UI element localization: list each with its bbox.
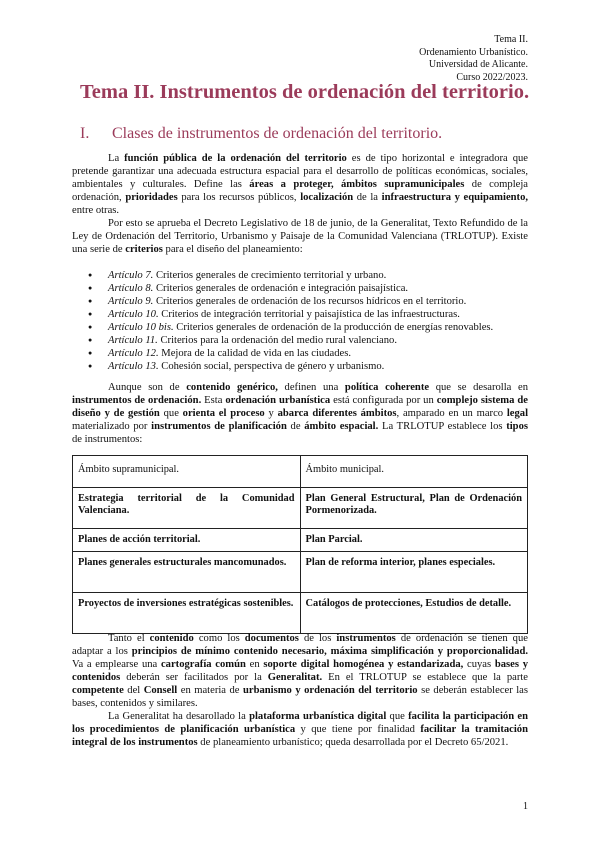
page-number: 1 [523, 801, 528, 812]
bold-term: localización [300, 192, 354, 203]
bold-term: urbanismo y ordenación del territorio [242, 685, 418, 696]
article-ref: Artículo 12. [108, 348, 159, 359]
bold-term: soporte digital homogénea y estandarizada, [263, 659, 464, 670]
text-run: materializado por [72, 421, 152, 432]
bold-term: contenido genérico, [186, 382, 278, 393]
section-label: Clases de instrumentos de ordenación del territorio. [112, 125, 443, 142]
bold-term: orienta el proceso [182, 408, 265, 419]
bold-term: plataforma urbanística digital [249, 711, 387, 722]
bold-term: competente [72, 685, 124, 696]
bold-term: facilitar la tramitación integral de los instrumentos [72, 724, 528, 748]
paragraph [72, 217, 528, 256]
bold-term: ordenación urbanística [225, 395, 331, 406]
bold-term: Generalitat. [267, 672, 323, 683]
bold-term: cartografía común [160, 659, 246, 670]
bold-term: infraestructura y equipamiento, [381, 192, 529, 203]
list-item [72, 321, 528, 334]
text-run: de [286, 421, 305, 432]
bold-term: política coherente [344, 382, 430, 393]
table-row [73, 487, 528, 528]
bold-term: criterios [125, 244, 163, 255]
text-run: como los [193, 633, 245, 644]
table-row [73, 528, 528, 552]
article-ref: Artículo 11. [108, 335, 158, 346]
bold-term: facilita la participación en los procedimientos de planificación urbanística [72, 711, 528, 735]
criteria-list [72, 269, 528, 373]
list-item [72, 282, 528, 295]
list-item [72, 269, 528, 282]
bold-term: complejo sistema de diseño y de gestión [72, 395, 528, 419]
bold-term: Consell [143, 685, 178, 696]
bold-term: bases y contenidos [72, 659, 529, 683]
text-run: para los recursos públicos, [177, 192, 301, 203]
paragraph [72, 152, 528, 217]
bold-term: instrumentos de planificación [151, 421, 287, 432]
text-run: Por esto se aprueba el Decreto Legislativo de 18 de junio, de la Generalitat, Texto Refundido de la Ley de Ordenación del Territorio, Urbanismo y Paisaje de la Comunidad Valenciana (TRLOTUP). Existe una serie de [72, 218, 528, 255]
table-cell: Ámbito municipal. [300, 456, 528, 488]
intro-block [72, 152, 528, 373]
text-run: , amparado en un marco [396, 408, 507, 419]
bold-term: tipos [506, 421, 528, 432]
text-run: está configurada por un [330, 395, 437, 406]
text-run: en materia de [177, 685, 243, 696]
header-line: Tema II. [494, 34, 528, 45]
article-text: Mejora de la calidad de vida en las ciudades. [158, 348, 351, 359]
text-run: que [159, 408, 183, 419]
text-run: de ordenación se tienen que adaptar a los [72, 633, 528, 657]
text-run: que se desarolla en [429, 382, 529, 393]
article-text: Criterios para la ordenación del medio rural valenciano. [157, 335, 397, 346]
text-run: que [386, 711, 409, 722]
article-ref: Artículo 13. [108, 361, 159, 372]
article-ref: Artículo 10. [108, 309, 159, 320]
bold-term: abarca diferentes ámbitos [277, 408, 397, 419]
article-ref: Artículo 9. [108, 296, 154, 307]
bold-term: contenido [149, 633, 194, 644]
text-run: de instrumentos: [72, 434, 143, 445]
text-run: Tanto el [108, 633, 150, 644]
text-run: y que tiene por finalidad [295, 724, 421, 735]
paragraph [72, 632, 528, 710]
bold-term: áreas a proteger, ámbitos supramunicipales [249, 179, 465, 190]
header-line: Ordenamiento Urbanístico. [419, 46, 528, 58]
text-run: La Generalitat ha desarollado la [108, 711, 250, 722]
article-text: Criterios de integración territorial y paisajística de las infraestructuras. [158, 309, 460, 320]
table-row [73, 552, 528, 593]
article-text: Cohesión social, perspectiva de género y urbanismo. [158, 361, 385, 372]
paragraph [72, 381, 528, 446]
types-block [72, 381, 528, 446]
text-run: y [264, 408, 278, 419]
text-run: Esta [201, 395, 226, 406]
header-line: Curso 2022/2023. [456, 71, 528, 83]
text-run: de planeamiento urbanístico; queda desarrollada por el Decreto 65/2021. [197, 737, 509, 748]
header-line: Universidad de Alicante. [428, 59, 528, 70]
text-run: para el diseño del planeamiento: [162, 244, 303, 255]
text-run: en [245, 659, 264, 670]
text-run: del [123, 685, 144, 696]
text-run: La TRLOTUP establece los [378, 421, 507, 432]
paragraph [72, 710, 528, 749]
bold-term: prioridades [125, 192, 178, 203]
text-run: Va a emplearse una [72, 659, 161, 670]
text-run: deberán ser facilitados por la [120, 672, 268, 683]
text-run: En el TRLOTUP se establece que la parte [322, 672, 528, 683]
list-item [72, 334, 528, 347]
article-text: Criterios generales de crecimiento territorial y urbano. [153, 270, 387, 281]
section-number: I. [80, 125, 90, 142]
text-run: entre otras. [72, 205, 120, 216]
list-item [72, 347, 528, 360]
article-text: Criterios generales de ordenación de los recursos hídricos en el territorio. [153, 296, 467, 307]
bold-term: legal [506, 408, 529, 419]
bold-term: instrumentos [336, 633, 396, 644]
content-block [72, 632, 528, 749]
text-run: cuyas [463, 659, 495, 670]
bold-term: función pública de la ordenación del territorio [124, 153, 347, 164]
bold-term: ámbito espacial. [304, 421, 379, 432]
table-cell: Plan General Estructural, Plan de Ordenación Pormenorizada. [300, 487, 528, 528]
table-row [73, 456, 528, 488]
text-run: definen una [277, 382, 345, 393]
article-text: Criterios generales de ordenación de la producción de energías renovables. [173, 322, 494, 333]
table-cell: Catálogos de protecciones, Estudios de detalle. [300, 593, 528, 634]
article-ref: Artículo 7. [108, 270, 154, 281]
text-run: Aunque son de [108, 382, 187, 393]
text-run: de los [298, 633, 337, 644]
table-cell: Ámbito supramunicipal. [73, 456, 301, 488]
list-item [72, 308, 528, 321]
text-run: es de tipo horizontal e integradora que pretende garantizar una adecuada estructura espacial para el desarrollo de políticas económicas, sociales, ambientales y culturales. Define las [72, 153, 528, 190]
table-cell: Proyectos de inversiones estratégicas sostenibles. [73, 593, 301, 634]
text-run: La [108, 153, 125, 164]
text-run: se deberán establecer las bases, contenidos y similares. [72, 685, 529, 709]
article-ref: Artículo 10 bis. [108, 322, 174, 333]
list-item [72, 295, 528, 308]
section-heading [80, 127, 442, 140]
bold-term: documentos [244, 633, 299, 644]
table-cell: Planes generales estructurales mancomunados. [73, 552, 301, 593]
page-title: Tema II. Instrumentos de ordenación del territorio. [80, 81, 530, 103]
bold-term: principios de mínimo contenido necesario, máxima simplificación y proporcionalidad. [131, 646, 529, 657]
running-header [419, 34, 528, 84]
table-cell: Estrategia territorial de la Comunidad Valenciana. [73, 487, 301, 528]
table-row [73, 593, 528, 634]
table-cell: Plan Parcial. [300, 528, 528, 552]
table-cell: Planes de acción territorial. [73, 528, 301, 552]
article-ref: Artículo 8. [108, 283, 154, 294]
article-text: Criterios generales de ordenación e integración paisajística. [153, 283, 409, 294]
table-cell: Plan de reforma interior, planes especiales. [300, 552, 528, 593]
list-item [72, 360, 528, 373]
text-run: de compleja ordenación, [72, 179, 528, 203]
bold-term: instrumentos de ordenación. [72, 395, 202, 406]
text-run: de la [353, 192, 382, 203]
instruments-table [72, 455, 528, 634]
